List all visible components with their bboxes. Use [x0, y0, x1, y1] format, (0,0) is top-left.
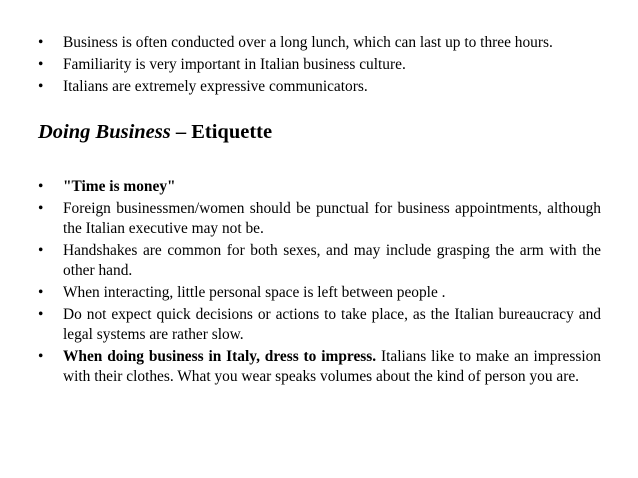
heading-italic: Doing Business — [38, 121, 171, 143]
list-item — [38, 33, 601, 53]
bullet-icon: • — [38, 200, 44, 217]
bullet-text: Familiarity is very important in Italian business culture. — [63, 56, 406, 73]
list-item — [38, 77, 601, 97]
list-item — [38, 347, 601, 387]
bullet-text: Do not expect quick decisions or actions to take place, as the Italian bureaucracy and legal systems are rather slow. — [63, 306, 601, 343]
intro-bullet-list — [38, 33, 601, 99]
list-item — [38, 177, 601, 197]
bullet-icon: • — [38, 242, 44, 259]
list-item — [38, 241, 601, 281]
bullet-icon: • — [38, 178, 44, 195]
bullet-text: Foreign businessmen/women should be punctual for business appointments, although the Italian executive may not be. — [63, 200, 601, 237]
bullet-text: Handshakes are common for both sexes, and may include grasping the arm with the other hand. — [63, 242, 601, 279]
heading-rest: – Etiquette — [170, 121, 273, 143]
bullet-bold-text: When doing business in Italy, dress to impress. — [63, 348, 377, 365]
list-item — [38, 55, 601, 75]
list-item — [38, 283, 601, 303]
bullet-icon: • — [38, 348, 44, 365]
bullet-icon: • — [38, 34, 44, 51]
list-item — [38, 199, 601, 239]
list-item — [38, 305, 601, 345]
bullet-text: When interacting, little personal space is left between people . — [63, 284, 446, 301]
bullet-text: Italians are extremely expressive communicators. — [63, 78, 368, 95]
bullet-icon: • — [38, 56, 44, 73]
bullet-icon: • — [38, 306, 44, 323]
section-heading — [38, 119, 272, 145]
bullet-bold-text: "Time is money" — [63, 178, 176, 195]
bullet-icon: • — [38, 284, 44, 301]
bullet-text: Italians like to make an impression with their clothes. What you wear speaks volumes about the kind of person you are. — [63, 348, 601, 385]
etiquette-bullet-list — [38, 177, 601, 389]
bullet-icon: • — [38, 78, 44, 95]
bullet-text: Business is often conducted over a long lunch, which can last up to three hours. — [63, 34, 553, 51]
